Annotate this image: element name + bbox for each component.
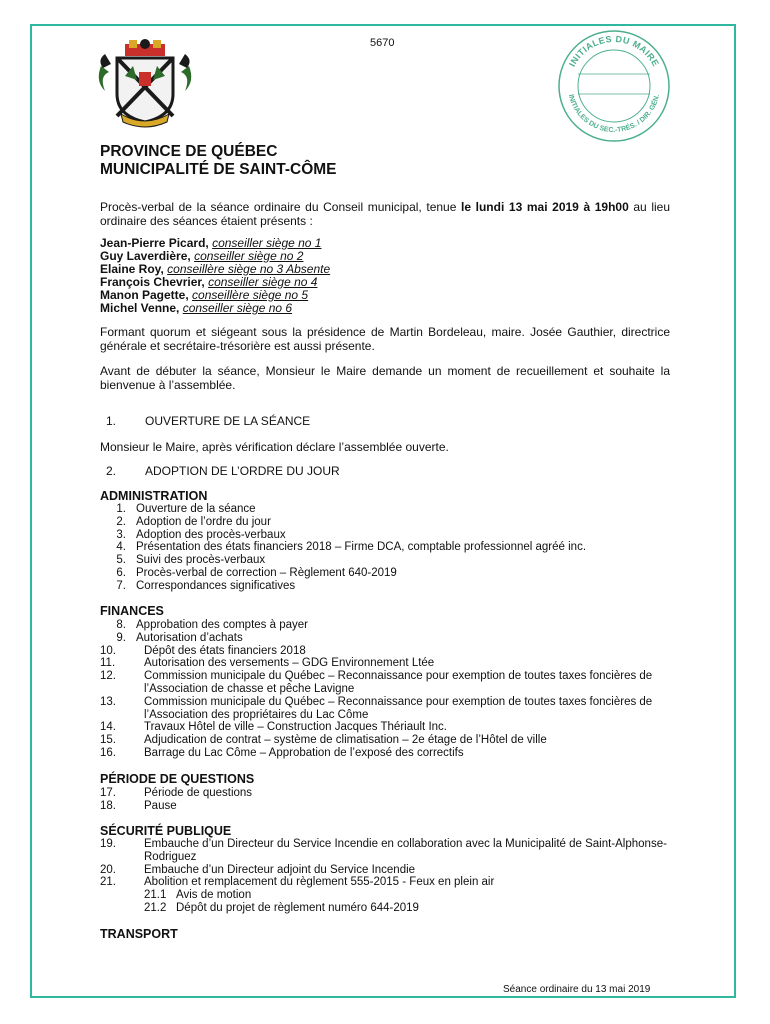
list-item: 7. Correspondances significatives (116, 579, 296, 592)
list-item: 3. Adoption des procès-verbaux (116, 528, 286, 541)
attendee-row: Manon Pagette, conseillère siège no 5 (100, 288, 309, 302)
heading-transport: TRANSPORT (100, 927, 178, 941)
initials-stamp (556, 28, 672, 144)
list-item: 2. Adoption de l’ordre du jour (116, 515, 271, 528)
list-item: 6. Procès-verbal de correction – Règlement 640-2019 (116, 566, 397, 579)
page-number: 5670 (370, 37, 395, 49)
heading-administration: ADMINISTRATION (100, 489, 208, 503)
intro-paragraph (100, 200, 670, 228)
heading-securite-publique: SÉCURITÉ PUBLIQUE (100, 824, 232, 838)
attendee-row: Guy Laverdière, conseiller siège no 2 (100, 249, 304, 263)
securite-list (100, 838, 675, 915)
list-item: 9. Autorisation d’achats (116, 631, 243, 644)
list-item: 5. Suivi des procès-verbaux (116, 554, 266, 567)
quorum-paragraph: Formant quorum et siégeant sous la présidence de Martin Bordeleau, maire. Josée Gauthier, directrice générale et secrétaire-trésorière est aussi présente. (100, 325, 670, 353)
municipal-crest-logo (95, 36, 195, 128)
list-item: 10. Dépôt des états financiers 2018 (100, 644, 306, 657)
attendee-row: Michel Venne, conseiller siège no 6 (100, 301, 293, 315)
intro-suffix: au lieu ordinaire des séances étaient présents : (100, 200, 671, 228)
list-item: 16. Barrage du Lac Côme – Approbation de l’exposé des correctifs (100, 746, 464, 759)
section-ordre-du-jour: 2. ADOPTION DE L’ORDRE DU JOUR (106, 464, 340, 478)
list-item: 17. Période de questions (100, 787, 253, 799)
title-line-municipality: MUNICIPALITÉ DE SAINT-CÔME (100, 161, 337, 178)
intro-prefix: Procès-verbal de la séance ordinaire du Conseil municipal, tenue (100, 200, 462, 214)
intro-date: le lundi 13 mai 2019 à 19h00 (461, 200, 629, 214)
list-item: 12. Commission municipale du Québec – Reconnaissance pour exemption de toutes taxes foncières de l’Association de chasse et pêche Lavigne (100, 670, 653, 695)
list-item: 20. Embauche d’un Directeur adjoint du Service Incendie (100, 863, 416, 876)
svg-text:INITIALES DU MAIRE: INITIALES DU MAIRE (566, 33, 661, 69)
sub-list-item: 21.1 Avis de motion (144, 889, 252, 902)
attendee-row: François Chevrier, conseiller siège no 4 (100, 275, 318, 289)
list-item: 21. Abolition et remplacement du règlement 555-2015 - Feux en plein air (100, 876, 495, 889)
list-item: 15. Adjudication de contrat – système de climatisation – 2e étage de l’Hôtel de ville (100, 734, 547, 747)
document-title (100, 143, 337, 179)
list-item: 4. Présentation des états financiers 2018 – Firme DCA, comptable professionnel agréé inc. (116, 541, 587, 554)
attendees-list (100, 237, 330, 315)
list-item: 18. Pause (100, 799, 177, 812)
list-item: 14. Travaux Hôtel de ville – Construction Jacques Thériault Inc. (100, 721, 447, 734)
section-ouverture-text: Monsieur le Maire, après vérification déclare l’assemblée ouverte. (100, 440, 449, 454)
attendee-row: Elaine Roy, conseillère siège no 3 Absente (100, 262, 331, 276)
questions-list (100, 787, 675, 813)
list-item: 1. Ouverture de la séance (116, 503, 256, 515)
heading-periode-questions: PÉRIODE DE QUESTIONS (100, 772, 255, 786)
list-item: 8. Approbation des comptes à payer (116, 619, 308, 631)
list-item: 13. Commission municipale du Québec – Reconnaissance pour exemption de toutes taxes foncières de l’Association des propriétaires du Lac Côme (100, 695, 653, 721)
attendee-row: Jean-Pierre Picard, conseiller siège no 1 (100, 236, 322, 250)
list-item: 11. Autorisation des versements – GDG Environnement Ltée (100, 657, 435, 670)
heading-finances: FINANCES (100, 604, 164, 618)
finances-list (100, 619, 675, 760)
svg-text:INITIALES DU SEC.-TRÉS. / DIR.: INITIALES DU SEC.-TRÉS. / DIR. GÉN. (566, 93, 662, 135)
section-ouverture: 1. OUVERTURE DE LA SÉANCE (106, 414, 311, 428)
list-item: 19. Embauche d’un Directeur du Service Incendie en collaboration avec la Municipalité de Saint-Alphonse-Rodriguez (100, 838, 667, 863)
recueillement-paragraph: Avant de débuter la séance, Monsieur le Maire demande un moment de recueillement et souhaite la bienvenue à l’assemblée. (100, 364, 670, 392)
administration-list (100, 503, 675, 593)
title-line-province: PROVINCE DE QUÉBEC (100, 143, 278, 160)
sub-list-item: 21.2 Dépôt du projet de règlement numéro 644-2019 (144, 901, 419, 914)
page-footer: Séance ordinaire du 13 mai 2019 (503, 984, 651, 995)
